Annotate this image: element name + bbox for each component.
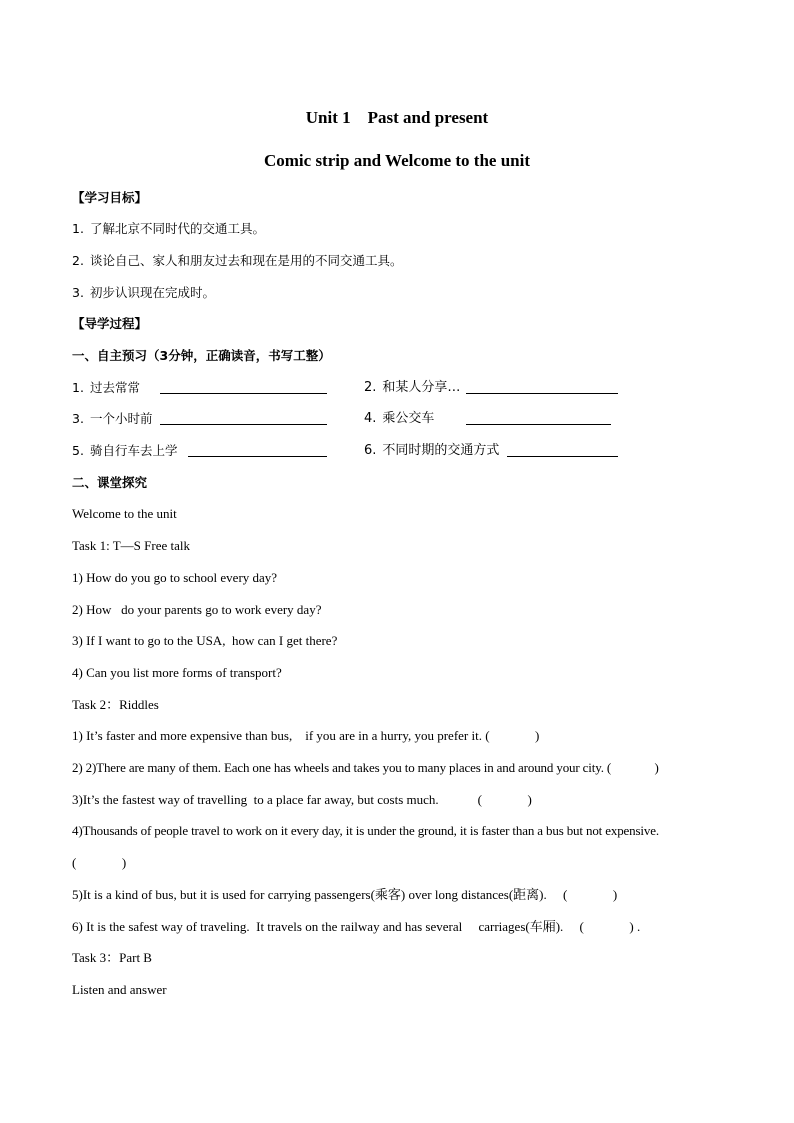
answer-blank[interactable] [466,381,618,394]
question-line: 4) Can you list more forms of transport? [72,665,282,680]
section2-header: 二、课堂探究 [72,475,148,490]
listen-label: Listen and answer [72,982,167,997]
unit-title: Unit 1 Past and present [305,108,489,127]
objective-item: 2. 谈论自己、家人和朋友过去和现在是用的不同交通工具。 [72,253,403,268]
answer-blank[interactable] [507,444,618,457]
preview-item: 5. 骑自行车去上学 [72,443,178,458]
objective-item: 1. 了解北京不同时代的交通工具。 [72,221,265,236]
task1-label: Task 1: T—S Free talk [72,538,191,553]
section1-header: 一、自主预习（3分钟，正确读音，书写工整） [72,348,331,363]
answer-blank[interactable] [160,381,327,394]
riddle-line: 2) 2)There are many of them. Each one has wheels and takes you to many places in and around your city. ( ) [72,760,659,775]
answer-blank[interactable] [188,444,327,457]
question-line: 1) How do you go to school every day? [72,570,278,585]
preview-item: 4. 乘公交车 [364,411,435,426]
answer-blank[interactable] [160,412,327,425]
riddle-line: 1) It’s faster and more expensive than bus, if you are in a hurry, you prefer it. ( ) [72,728,540,743]
lesson-subtitle: Comic strip and Welcome to the unit [263,151,530,170]
riddle-line: 5)It is a kind of bus, but it is used for carrying passengers(乘客) over long distances(距离). ( ) [72,887,618,902]
riddle-line: 3)It’s the fastest way of travelling to a place far away, but costs much. ( ) [72,792,532,807]
objectives-header: 【学习目标】 [72,190,148,205]
preview-item: 6. 不同时期的交通方式 [364,443,500,458]
riddle-line: 6) It is the safest way of traveling. It travels on the railway and has several carriages(车厢). ( ) . [72,919,641,934]
question-line: 2) How do your parents go to work every day? [72,602,322,617]
task3-label: Task 3：Part B [72,950,152,965]
welcome-label: Welcome to the unit [72,506,177,521]
question-line: 3) If I want to go to the USA, how can I get there? [72,633,338,648]
process-header: 【导学过程】 [72,316,148,331]
preview-item: 1. 过去常常 [72,380,140,395]
preview-item: 2. 和某人分享… [364,380,461,395]
objective-item: 3. 初步认识现在完成时。 [72,285,215,300]
riddle-line: 4)Thousands of people travel to work on it every day, it is under the ground, it is faster than a bus but not expensive. [72,823,659,838]
task2-label: Task 2：Riddles [72,697,159,712]
riddle-line: ( ) [72,855,127,870]
preview-item: 3. 一个小时前 [72,411,153,426]
answer-blank[interactable] [466,412,611,425]
